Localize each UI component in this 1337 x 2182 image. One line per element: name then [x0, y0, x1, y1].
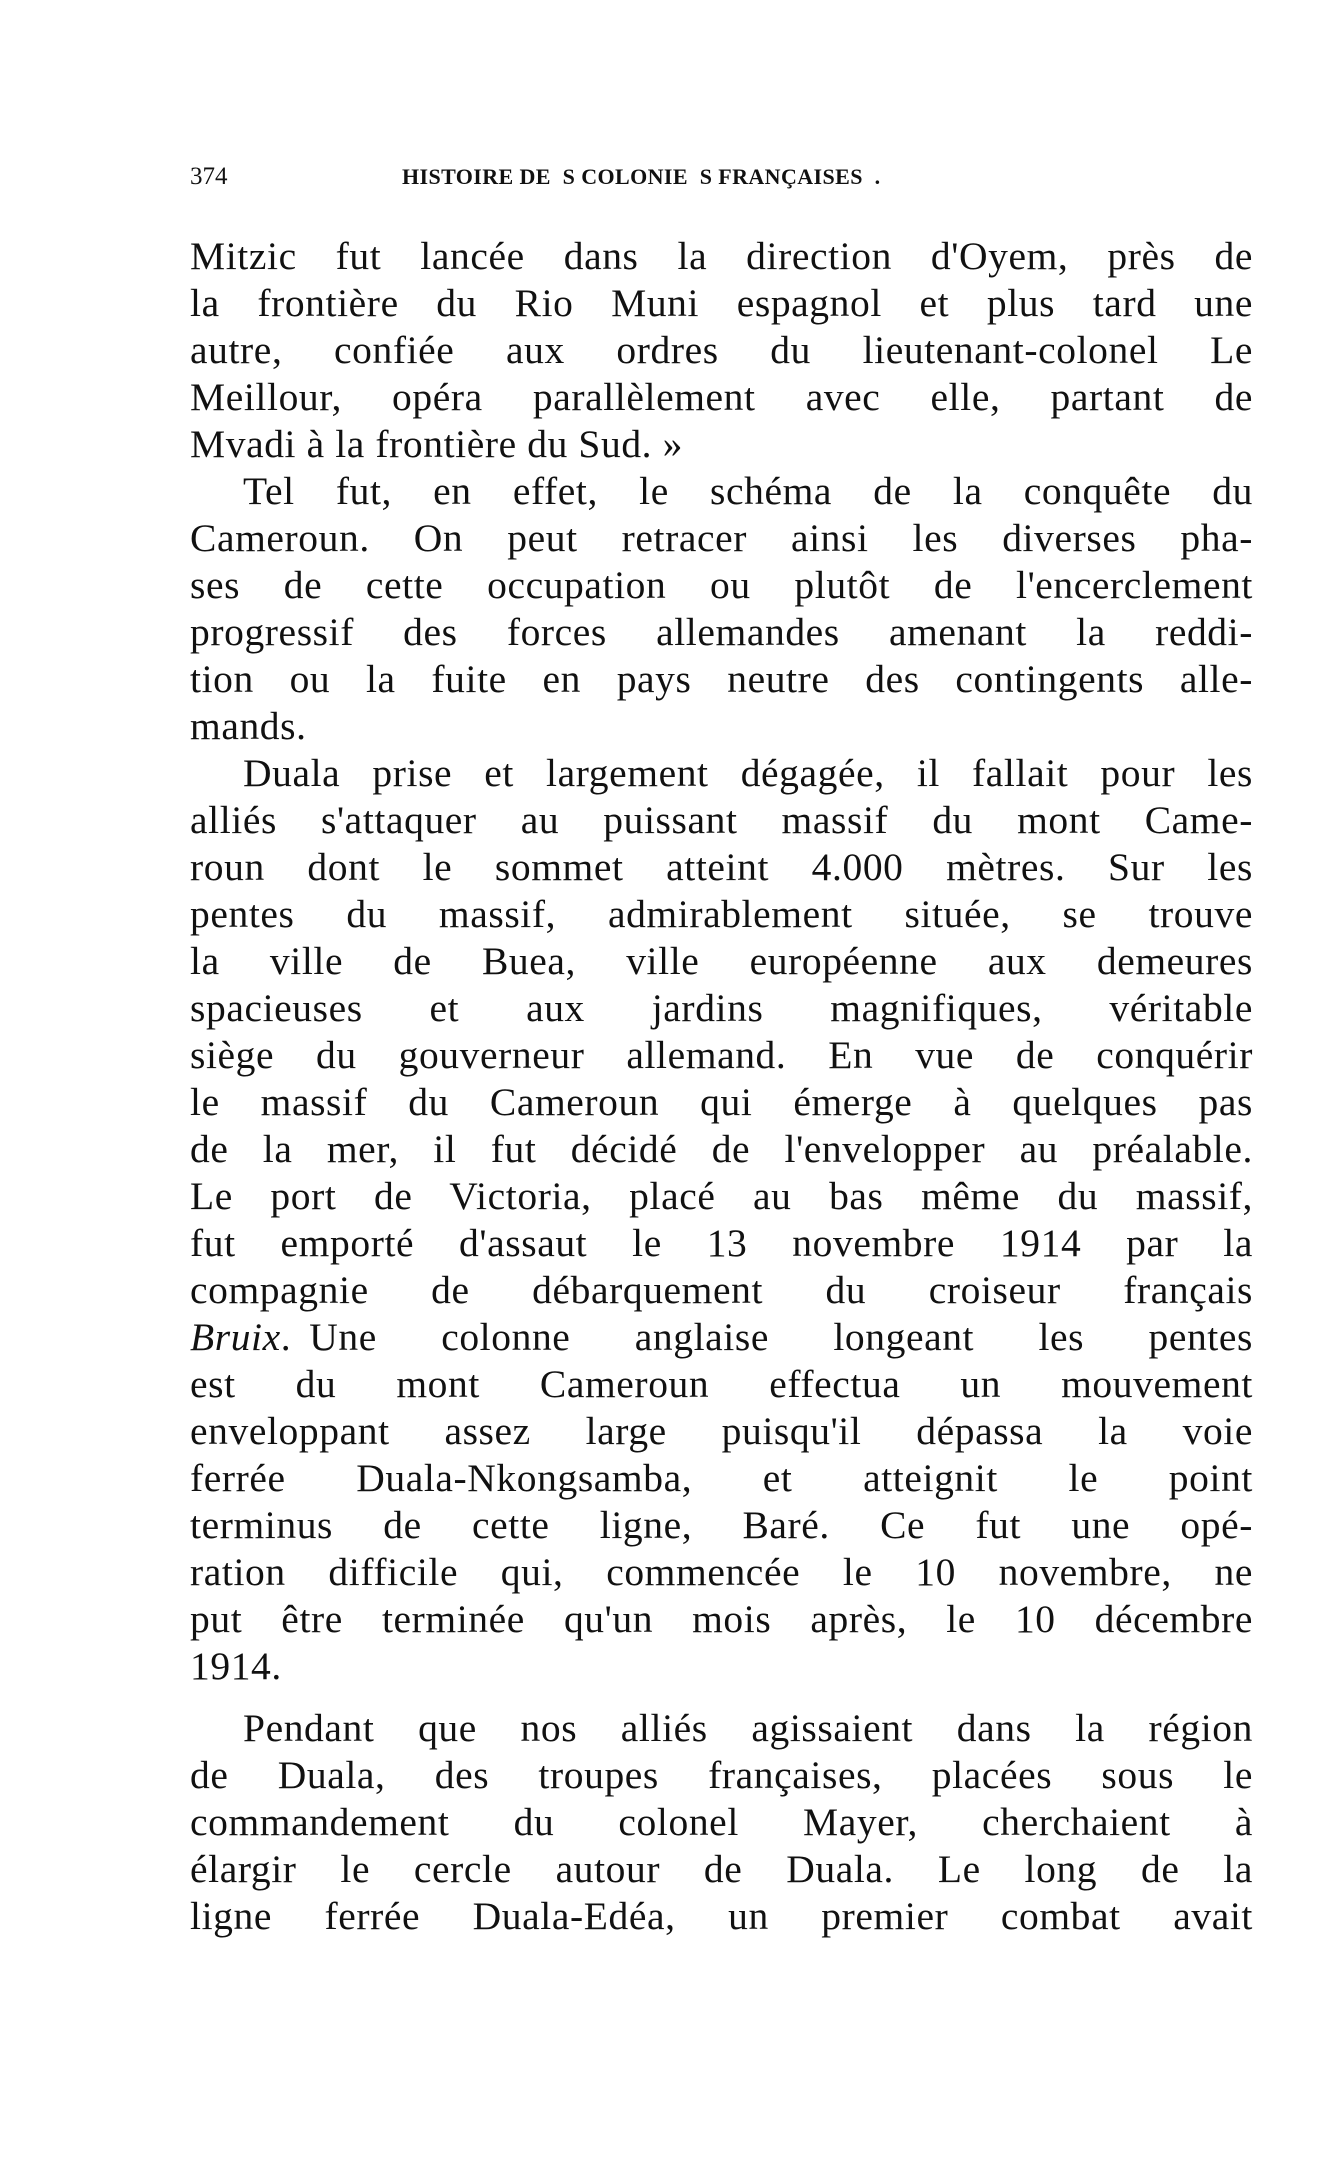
punctuation: . [280, 1315, 292, 1359]
text-line: alliés s'attaquer au puissant massif du mont Came- [190, 798, 1253, 842]
text-line: enveloppant assez large puisqu'il dépassa la voie [190, 1409, 1253, 1453]
text-line: la frontière du Rio Muni espagnol et plus tard une [190, 281, 1253, 325]
text-line: Le port de Victoria, placé au bas même du massif, [190, 1174, 1253, 1218]
text-line: progressif des forces allemandes amenant la reddi- [190, 610, 1253, 654]
text-line: Cameroun. On peut retracer ainsi les diverses pha- [190, 516, 1253, 560]
text-line [190, 1314, 1253, 1361]
text-line: le massif du Cameroun qui émerge à quelques pas [190, 1080, 1253, 1124]
text-line: ration difficile qui, commencée le 10 novembre, ne [190, 1550, 1253, 1594]
text-line: compagnie de débarquement du croiseur français [190, 1268, 1253, 1312]
page-number: 374 [190, 163, 228, 190]
text-line: la ville de Buea, ville européenne aux demeures [190, 939, 1253, 983]
text-line: 1914. [190, 1644, 282, 1688]
text-line: fut emporté d'assaut le 13 novembre 1914 par la [190, 1221, 1253, 1265]
text-line: ses de cette occupation ou plutôt de l'encerclement [190, 563, 1253, 607]
text-line: de la mer, il fut décidé de l'envelopper au préalable. [190, 1127, 1253, 1171]
text-line: élargir le cercle autour de Duala. Le long de la [190, 1847, 1253, 1891]
text-line: commandement du colonel Mayer, cherchaient à [190, 1800, 1253, 1844]
text-line: terminus de cette ligne, Baré. Ce fut une opé- [190, 1503, 1253, 1547]
text-line: roun dont le sommet atteint 4.000 mètres. Sur les [190, 845, 1253, 889]
text-line: pentes du massif, admirablement située, se trouve [190, 892, 1253, 936]
text-line: Mitzic fut lancée dans la direction d'Oyem, près de [190, 234, 1253, 278]
text-line: put être terminée qu'un mois après, le 10 décembre [190, 1597, 1253, 1641]
text-line: est du mont Cameroun effectua un mouvement [190, 1362, 1253, 1406]
text-line: Meillour, opéra parallèlement avec elle, partant de [190, 375, 1253, 419]
text-line: Duala prise et largement dégagée, il fallait pour les [243, 751, 1253, 795]
running-title: HISTOIRE DE S COLONIE S FRANÇAISES . [402, 164, 881, 189]
text-line: Tel fut, en effet, le schéma de la conquête du [243, 469, 1253, 513]
text-line-rest: Une colonne anglaise longeant les pentes [309, 1315, 1253, 1359]
text-line: ferrée Duala-Nkongsamba, et atteignit le point [190, 1456, 1253, 1500]
text-line: de Duala, des troupes françaises, placées sous le [190, 1753, 1253, 1797]
text-line: Pendant que nos alliés agissaient dans la région [243, 1706, 1253, 1750]
text-line: tion ou la fuite en pays neutre des contingents alle- [190, 657, 1253, 701]
page-header [190, 160, 1253, 194]
text-line: autre, confiée aux ordres du lieutenant-colonel Le [190, 328, 1253, 372]
italic-term [190, 1314, 291, 1361]
text-line: mands. [190, 704, 307, 748]
text-line: Mvadi à la frontière du Sud. » [190, 422, 683, 466]
ship-name: Bruix [190, 1315, 281, 1359]
text-line: spacieuses et aux jardins magnifiques, véritable [190, 986, 1253, 1030]
text-line: ligne ferrée Duala-Edéa, un premier combat avait [190, 1894, 1253, 1938]
text-line: siège du gouverneur allemand. En vue de conquérir [190, 1033, 1253, 1077]
